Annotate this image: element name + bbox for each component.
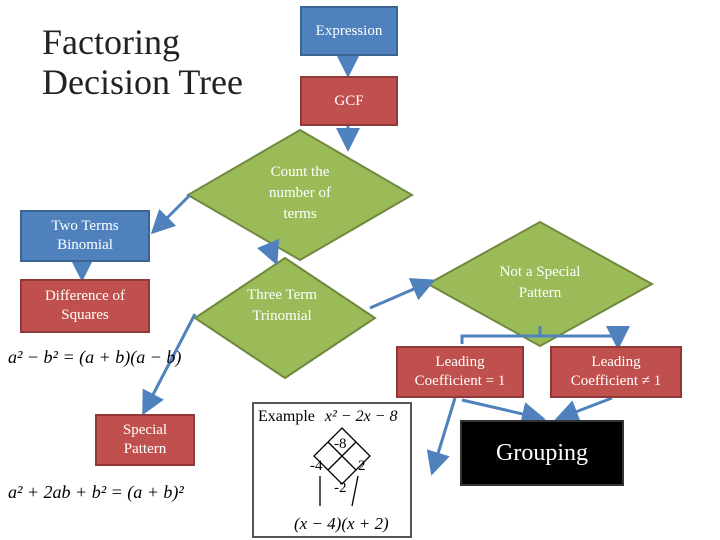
- difference-of-squares-formula: a² − b² = (a + b)(a − b): [8, 347, 182, 367]
- xbox-right: 2: [358, 458, 366, 474]
- arrow-lc1-example: [433, 398, 455, 470]
- three-term-label: Three Term Trinomial: [247, 287, 317, 324]
- gcf-node: [300, 76, 398, 126]
- leading-coef-not-1-label: Leading Coefficient ≠ 1: [570, 354, 662, 389]
- difference-of-squares-label: Difference of Squares: [44, 288, 126, 323]
- xbox-bottom: -2: [334, 480, 347, 496]
- two-terms-label: Two Terms Binomial: [51, 218, 119, 253]
- arrow-lcn1-grouping: [560, 398, 612, 418]
- grouping-node: [460, 420, 624, 486]
- xbox-left: -4: [310, 458, 323, 474]
- leading-coef-1-label: Leading Coefficient = 1: [414, 354, 506, 389]
- grouping-label: Grouping: [496, 440, 588, 466]
- count-terms-label: Count the number of terms: [268, 164, 332, 222]
- gcf-label: GCF: [334, 92, 364, 109]
- special-pattern-label: Special Pattern: [122, 422, 168, 457]
- special-pattern-node: [95, 414, 195, 466]
- special-pattern-formula: a² + 2ab + b² = (a + b)²: [8, 482, 184, 502]
- example-expression: x² − 2x − 8: [324, 408, 398, 425]
- title-line-2: Decision Tree: [42, 62, 243, 102]
- xbox-top: -8: [334, 436, 347, 452]
- arrow-count-three: [270, 248, 275, 260]
- example-label: Example: [258, 408, 315, 425]
- arrow-three-notspecial: [370, 282, 430, 308]
- leading-coef-1-node: [396, 346, 524, 398]
- expression-node: [300, 6, 398, 56]
- example-panel: [252, 402, 412, 538]
- two-terms-node: [20, 210, 150, 262]
- difference-of-squares-node: [20, 279, 150, 333]
- leading-coef-not-1-node: [550, 346, 682, 398]
- example-result: (x − 4)(x + 2): [294, 514, 389, 533]
- arrow-count-two: [155, 195, 190, 230]
- title-line-1: Factoring: [42, 22, 180, 62]
- arrow-lc1-grouping: [462, 400, 540, 418]
- expression-label: Expression: [315, 22, 383, 39]
- not-special-label: Not a Special Pattern: [499, 264, 581, 301]
